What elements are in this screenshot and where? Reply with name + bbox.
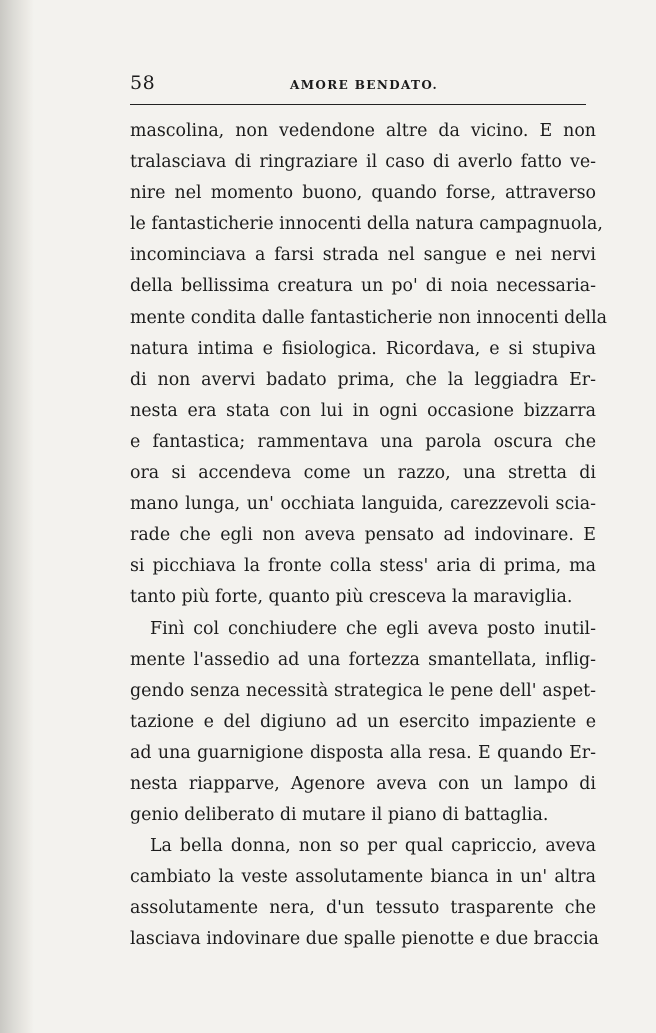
- running-title: AMORE BENDATO.: [290, 78, 439, 92]
- text-line: gendo senza necessità strategica le pene dell' aspet-: [130, 680, 596, 701]
- text-line: mascolina, non vedendone altre da vicino. E non: [130, 121, 596, 141]
- text-line: ad una guarnigione disposta alla resa. E quando Er-: [130, 742, 596, 763]
- text-line: ora si accendeva come un razzo, una stretta di: [130, 463, 596, 484]
- text-line: tralasciava di ringraziare il caso di averlo fatto ve-: [130, 152, 596, 173]
- text-line: natura intima e fisiologica. Ricordava, e si stupiva: [130, 338, 596, 359]
- text-line: cambiato la veste assolutamente bianca in un' altra: [130, 867, 596, 888]
- text-line: incominciava a farsi strada nel sangue e nei nervi: [130, 245, 596, 266]
- text-line: di non avervi badato prima, che la leggiadra Er-: [130, 369, 596, 390]
- book-page: [118, 72, 608, 950]
- text-line: genio deliberato di mutare il piano di battaglia.: [130, 805, 549, 826]
- text-line: rade che egli non aveva pensato ad indovinare. E: [130, 525, 596, 546]
- text-line: e fantastica; rammentava una parola oscura che: [130, 431, 596, 452]
- text-line: assolutamente nera, d'un tessuto trasparente che: [130, 898, 596, 919]
- text-line: si picchiava la fronte colla stess' aria di prima, ma: [130, 556, 596, 577]
- text-line: mano lunga, un' occhiata languida, carezzevoli scia-: [130, 494, 596, 515]
- text-line: della bellissima creatura un po' di noia necessaria-: [130, 276, 596, 297]
- text-line: tanto più forte, quanto più cresceva la maraviglia.: [130, 587, 573, 608]
- text-line: tazione e del digiuno ad un esercito impaziente e: [130, 711, 596, 732]
- text-line: lasciava indovinare due spalle pienotte e due braccia: [130, 929, 599, 950]
- text-line: La bella donna, non so per qual capriccio, aveva: [150, 836, 596, 857]
- body-text: [130, 116, 608, 956]
- text-line: Finì col conchiudere che egli aveva posto inutil-: [150, 618, 596, 639]
- scan-gutter-shadow: [0, 0, 34, 1033]
- text-line: le fantasticherie innocenti della natura campagnuola,: [130, 214, 603, 235]
- header-rule: [130, 104, 586, 105]
- text-line: mente l'assedio ad una fortezza smantellata, inflig-: [130, 649, 596, 670]
- text-line: nesta era stata con lui in ogni occasione bizzarra: [130, 400, 596, 421]
- text-line: nire nel momento buono, quando forse, attraverso: [130, 183, 596, 204]
- text-line: mente condita dalle fantasticherie non innocenti della: [130, 307, 608, 328]
- page-number: 58: [130, 72, 156, 94]
- text-line: nesta riapparve, Agenore aveva con un lampo di: [130, 773, 596, 794]
- page-header: [118, 72, 600, 100]
